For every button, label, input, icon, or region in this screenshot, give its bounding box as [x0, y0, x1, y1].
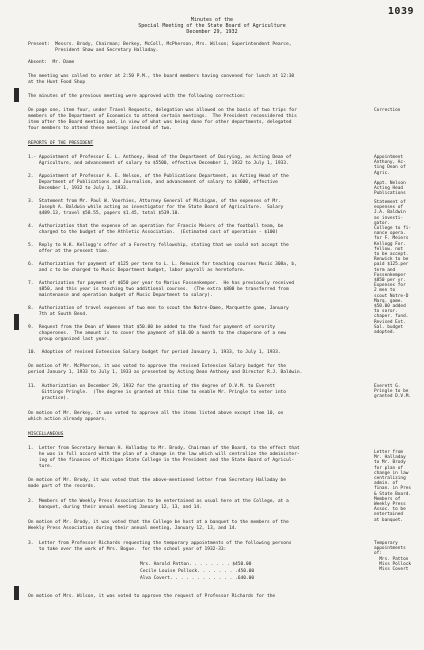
misc-item: ture.	[28, 464, 53, 469]
binder-mark	[14, 586, 19, 600]
misc-item: 1. Letter from Secretary Herman H. Halladay to Mr. Brody, Chairman of the Board, to the effect that	[28, 446, 300, 451]
report-item: 2. Appointment of Professor A. E. Nelson, of the Publications Department, as Acting Head of the	[28, 174, 289, 179]
correction-text: On page one, item four, under Travel Requests, delegation was allowed on the basis of two trips for	[28, 108, 297, 113]
call-to-order: at the Hunt Food Shop	[28, 80, 86, 85]
appointment-line: Cecile Louise Pollock. . . . . . . .450.00	[140, 569, 255, 574]
report-item: group organized last year.	[28, 337, 110, 342]
margin-note: Statement of expenses of J.A. Baldwin as investi- gator. College to fi- nance opera. for F. Meiers Kellogg For. fellow. not to be accept. Renwick to be paid $125.per term and Fossenkemper $850 per yr. Expenses for 2 men to scout Notre-D Marq. game. $50.00 added to soror. chaper. fund. Revised Ext. Sal. budget adopted.	[374, 200, 412, 336]
motion-text: On motion of Mr. Brody, it was voted that the above-mentioned letter from Secretary Halladay be	[28, 478, 286, 483]
margin-note: Correction	[374, 108, 401, 113]
meeting-subtitle: Special Meeting of the State Board of Agriculture	[138, 23, 286, 29]
minutes-title: Minutes of the	[190, 17, 234, 23]
report-item: chaperones. The amount is to cover the payment of $10.00 a month to the chaperone of a new	[28, 331, 286, 336]
report-item: charged to the budget of the Athletic Association. (Estimated cost of operation - $100)	[28, 230, 278, 235]
appointment-line: Alva Covert. . . . . . . . . . . . .640.00	[140, 576, 255, 581]
report-item: 5. Reply to W.K. Kellogg's offer of a Forestry fellowship, stating that we could not accept the	[28, 243, 289, 248]
misc-item: 2. Members of the Weekly Press Association to be entertained as usual here at the College, at a	[28, 499, 289, 504]
margin-note: Letter from Mr. Halladay to Mr. Brody for plan of change in law centralizing admin. of finan. in Pres & State Board. Members of Weekly Press Assoc. to be entertained at banquet.	[374, 450, 412, 523]
section-heading-misc: MISCELLANEOUS	[28, 432, 64, 437]
report-item: 6. Authorization for payment of $125 per term to L. L. Renwick for teaching courses Music 308a, b,	[28, 262, 297, 267]
binder-mark	[14, 88, 19, 102]
margin-note: Temporary appointments of: Mrs. Patton Miss Pollock Miss Covert	[374, 541, 412, 573]
report-item: 4. Authorization that the expense of an operation for Francis Meiers of the football team, be	[28, 224, 284, 229]
absent-line: Absent: Mr. Dame	[28, 60, 75, 65]
motion-text: On motion of Mr. Berkey, it was voted to approve all the items listed above except item 10, on	[28, 411, 284, 416]
misc-item: he was in full accord with the plan of a change in the law which will centralize the administer-	[28, 452, 300, 457]
motion-text: Weekly Press Association during their annual meeting, January 12, 13, and 14.	[28, 526, 238, 531]
motion-text: made part of the records.	[28, 484, 96, 489]
misc-item: 3. Letter from Professor Richards requesting the temporary appointments of the following persons	[28, 541, 292, 546]
report-item: Gittings Pringle. (The degree is granted at this time to enable Mr. Pringle to enter into	[28, 390, 286, 395]
report-item: and c to be charged to Music Department budget, labor payroll as heretofore.	[28, 268, 246, 273]
margin-note: Everett G. Pringle to be granted D.V.M.	[374, 384, 412, 400]
motion-text: On motion of Mrs. Wilson, it was voted to approve the request of Professor Richards for the	[28, 594, 276, 599]
binder-mark	[14, 314, 19, 330]
motion-text: On motion of Mr. McPherson, it was voted to approve the revised Extension Salary budget for the	[28, 364, 286, 369]
report-item: 8. Authorization of travel expenses of two men to scout the Notre-Dame, Marquette game, January	[28, 306, 289, 311]
report-item: 7th at South Bend.	[28, 312, 88, 317]
misc-item: banquet, during their annual meeting January 12, 13, and 14.	[28, 505, 202, 510]
margin-note: Appt. Nelson Acting Head Publications	[374, 181, 406, 197]
report-item: $489.13, travel $58.55, papers $1.45, total $539.10.	[28, 211, 181, 216]
call-to-order: The meeting was called to order at 2:50 P.M., the board members having convened for lunch at 12:30	[28, 74, 295, 79]
report-item: offer at the present time.	[28, 249, 110, 254]
correction-text: item after the Board meeting and, in view of what was being done for other departments, delegated	[28, 120, 292, 125]
motion-text: which action already appears.	[28, 417, 107, 422]
meeting-date: December 29, 1932	[186, 29, 238, 35]
report-item: Agriculture, and advancement of salary to $5500, effective December 1, 1932 to July 1, 1933.	[28, 161, 289, 166]
misc-item: to take over the work of Mrs. Bogue. for the school year of 1932-33:	[28, 547, 227, 552]
motion-text: On motion of Mr. Brody, it was voted that the College be host at a banquet to the members of the	[28, 520, 289, 525]
appointment-line: Mrs. Harold Patton. . . . . . . . $450.00	[140, 562, 252, 567]
report-item: $850, and this year is teaching two additional courses. (The extra $800 be transferred from	[28, 287, 289, 292]
report-item: Joseph A. Baldwin while acting as investigator for the State Board of Agriculture. Salary	[28, 205, 284, 210]
page-number: 1039	[387, 6, 414, 17]
margin-note: Appointment Anthony, Ac- ting Dean of Agric.	[374, 155, 406, 176]
correction-text: four members to attend these meetings instead of two.	[28, 126, 172, 131]
report-item: maintenance and operation budget of Music Department to salary).	[28, 293, 213, 298]
report-item: Department of Publications and Journalism, and advancement of salary to $3600, effective	[28, 180, 278, 185]
report-item: 9. Request from the Dean of Women that $50.00 be added to the fund for payment of sorority	[28, 325, 276, 330]
section-heading-reports: REPORTS OF THE PRESIDENT	[28, 141, 94, 146]
report-item: December 1, 1932 to July 1, 1933.	[28, 186, 129, 191]
report-item: 11. Authorization on December 29, 1932 for the granting of the degree of D.V.M. to Everett	[28, 384, 276, 389]
present-line: Present: Messrs. Brody, Chairman; Berkey, McColl, McPherson, Mrs. Wilson; Superintendent Pearce,	[28, 42, 292, 47]
report-item: practice).	[28, 396, 69, 401]
report-item: 1.- Appointment of Professor E. L. Anthony, Head of the Department of Dairying, as Acting Dean of	[28, 155, 292, 160]
minutes-approved: The minutes of the previous meeting were approved with the following correction:	[28, 94, 246, 99]
misc-item: ing of the finances of Michigan State College in the President and the State Board of Agricul-	[28, 458, 295, 463]
motion-text: period January 1, 1933 to July 1, 1933 as presented by Acting Dean Anthony and Director R.J. Baldwin.	[28, 370, 303, 375]
report-item: 3. Statement from Mr. Paul W. Voorhies, Attorney General of Michigan, of the expenses of Mr.	[28, 199, 281, 204]
report-item: 10. Adoption of revised Extension Salary budget for period January 1, 1933, to July 1, 1933.	[28, 350, 281, 355]
report-item: 7. Authorization for payment of $650 per year to Marius Fossenkemper. He has previously received	[28, 281, 295, 286]
correction-text: members of the Department of Economics to attend certain meetings. The President reconsidered this	[28, 114, 297, 119]
present-line: President Shaw and Secretary Halladay.	[28, 48, 159, 53]
